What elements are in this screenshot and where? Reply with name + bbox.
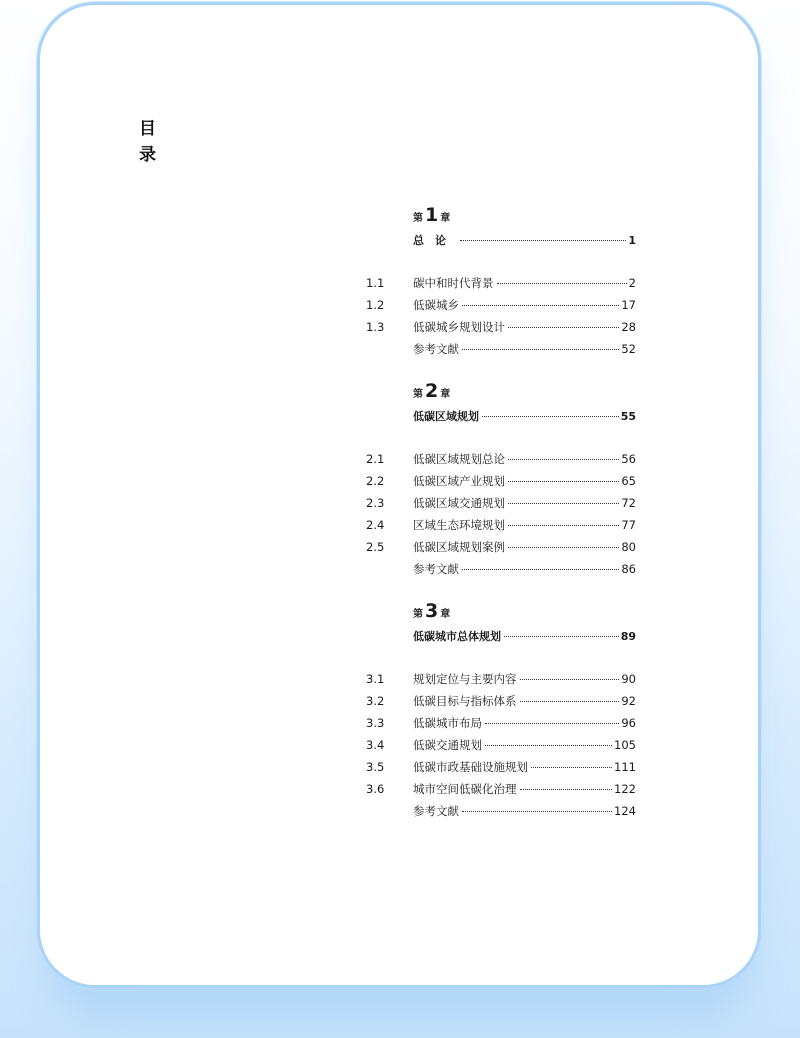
section-title: 低碳区域产业规划 bbox=[413, 474, 505, 488]
chapter-1 bbox=[366, 204, 636, 360]
chapter-title: 低碳区域规划 bbox=[413, 410, 479, 423]
chapter-number: 2 bbox=[425, 380, 439, 402]
page-number: 92 bbox=[621, 694, 636, 708]
section-title: 低碳城乡 bbox=[413, 298, 459, 312]
toc-entry[interactable] bbox=[366, 492, 636, 514]
toc-entry[interactable] bbox=[366, 690, 636, 712]
chapter-number: 1 bbox=[425, 204, 439, 226]
toc-entry[interactable] bbox=[366, 778, 636, 800]
section-title: 低碳区域规划案例 bbox=[413, 540, 505, 554]
page-number: 90 bbox=[621, 672, 636, 686]
page-number: 56 bbox=[621, 452, 636, 466]
section-number: 3.4 bbox=[366, 738, 385, 752]
toc-entry[interactable] bbox=[366, 668, 636, 690]
chapter-title: 低碳城市总体规划 bbox=[413, 630, 501, 643]
chapter-title-row[interactable] bbox=[366, 626, 636, 648]
section-number: 1.3 bbox=[366, 320, 385, 334]
section-title: 低碳区域交通规划 bbox=[413, 496, 505, 510]
toc-entry[interactable] bbox=[366, 470, 636, 492]
dot-leader bbox=[508, 481, 619, 482]
dot-leader bbox=[508, 503, 619, 504]
section-number: 1.1 bbox=[366, 276, 385, 290]
toc-entry[interactable] bbox=[366, 712, 636, 734]
chapter-3 bbox=[366, 600, 636, 822]
page-number: 86 bbox=[621, 562, 636, 576]
page-number: 52 bbox=[621, 342, 636, 356]
section-title: 低碳区域规划总论 bbox=[413, 452, 505, 466]
dot-leader bbox=[520, 679, 620, 680]
toc-entry[interactable] bbox=[366, 756, 636, 778]
section-number: 2.5 bbox=[366, 540, 385, 554]
page-number: 80 bbox=[621, 540, 636, 554]
dot-leader bbox=[531, 767, 612, 768]
page-number: 77 bbox=[621, 518, 636, 532]
page-number: 72 bbox=[621, 496, 636, 510]
dot-leader bbox=[504, 636, 619, 637]
section-title: 参考文献 bbox=[413, 342, 459, 356]
section-title: 规划定位与主要内容 bbox=[413, 672, 517, 686]
toc-entry[interactable] bbox=[366, 294, 636, 316]
dot-leader bbox=[462, 569, 619, 570]
chapter-number: 3 bbox=[425, 600, 439, 622]
dot-leader bbox=[508, 459, 619, 460]
page-title: 目录 bbox=[139, 119, 156, 165]
chapter-2 bbox=[366, 380, 636, 580]
dot-leader bbox=[508, 547, 619, 548]
chapter-suffix: 章 bbox=[440, 609, 451, 620]
toc-entry[interactable] bbox=[366, 316, 636, 338]
dot-leader bbox=[482, 416, 619, 417]
chapter-heading bbox=[366, 600, 636, 626]
page-number: 96 bbox=[621, 716, 636, 730]
toc-entry[interactable] bbox=[366, 536, 636, 558]
chapter-heading bbox=[366, 204, 636, 230]
dot-leader bbox=[485, 745, 612, 746]
table-of-contents bbox=[366, 204, 636, 842]
chapter-heading bbox=[366, 380, 636, 406]
page-number: 124 bbox=[614, 804, 636, 818]
page-number: 89 bbox=[620, 630, 636, 643]
section-number: 3.5 bbox=[366, 760, 385, 774]
page-number: 1 bbox=[628, 234, 636, 247]
section-number: 3.2 bbox=[366, 694, 385, 708]
page-number: 55 bbox=[620, 410, 636, 423]
page-number: 2 bbox=[628, 276, 636, 290]
page-number: 105 bbox=[614, 738, 636, 752]
chapter-suffix: 章 bbox=[440, 213, 451, 224]
page-number: 28 bbox=[621, 320, 636, 334]
chapter-prefix: 第 bbox=[413, 389, 423, 400]
section-title: 城市空间低碳化治理 bbox=[413, 782, 517, 796]
section-title: 低碳城市布局 bbox=[413, 716, 482, 730]
dot-leader bbox=[508, 525, 619, 526]
toc-entry-references[interactable] bbox=[366, 338, 636, 360]
chapter-suffix: 章 bbox=[440, 389, 451, 400]
section-title: 参考文献 bbox=[413, 804, 459, 818]
dot-leader bbox=[460, 240, 626, 241]
section-number: 3.6 bbox=[366, 782, 385, 796]
section-title: 区域生态环境规划 bbox=[413, 518, 505, 532]
section-title: 低碳交通规划 bbox=[413, 738, 482, 752]
chapter-prefix: 第 bbox=[413, 609, 423, 620]
dot-leader bbox=[520, 789, 613, 790]
page-number: 111 bbox=[614, 760, 636, 774]
toc-entry[interactable] bbox=[366, 514, 636, 536]
section-title: 碳中和时代背景 bbox=[413, 276, 494, 290]
page-number: 17 bbox=[621, 298, 636, 312]
section-number: 2.2 bbox=[366, 474, 385, 488]
section-title: 低碳城乡规划设计 bbox=[413, 320, 505, 334]
section-number: 2.1 bbox=[366, 452, 385, 466]
section-title: 参考文献 bbox=[413, 562, 459, 576]
chapter-prefix: 第 bbox=[413, 213, 423, 224]
chapter-title-row[interactable] bbox=[366, 230, 636, 252]
toc-entry[interactable] bbox=[366, 734, 636, 756]
chapter-title: 总论 bbox=[413, 234, 457, 247]
dot-leader bbox=[508, 327, 619, 328]
dot-leader bbox=[520, 701, 620, 702]
dot-leader bbox=[462, 349, 619, 350]
section-number: 1.2 bbox=[366, 298, 385, 312]
chapter-title-row[interactable] bbox=[366, 406, 636, 428]
page-number: 122 bbox=[614, 782, 636, 796]
section-title: 低碳目标与指标体系 bbox=[413, 694, 517, 708]
page-number: 65 bbox=[621, 474, 636, 488]
toc-entry-references[interactable] bbox=[366, 800, 636, 822]
section-number: 3.1 bbox=[366, 672, 385, 686]
dot-leader bbox=[497, 283, 627, 284]
section-number: 2.4 bbox=[366, 518, 385, 532]
dot-leader bbox=[485, 723, 619, 724]
section-number: 3.3 bbox=[366, 716, 385, 730]
section-title: 低碳市政基础设施规划 bbox=[413, 760, 528, 774]
dot-leader bbox=[462, 811, 612, 812]
toc-entry[interactable] bbox=[366, 272, 636, 294]
dot-leader bbox=[462, 305, 619, 306]
toc-entry[interactable] bbox=[366, 448, 636, 470]
toc-entry-references[interactable] bbox=[366, 558, 636, 580]
section-number: 2.3 bbox=[366, 496, 385, 510]
